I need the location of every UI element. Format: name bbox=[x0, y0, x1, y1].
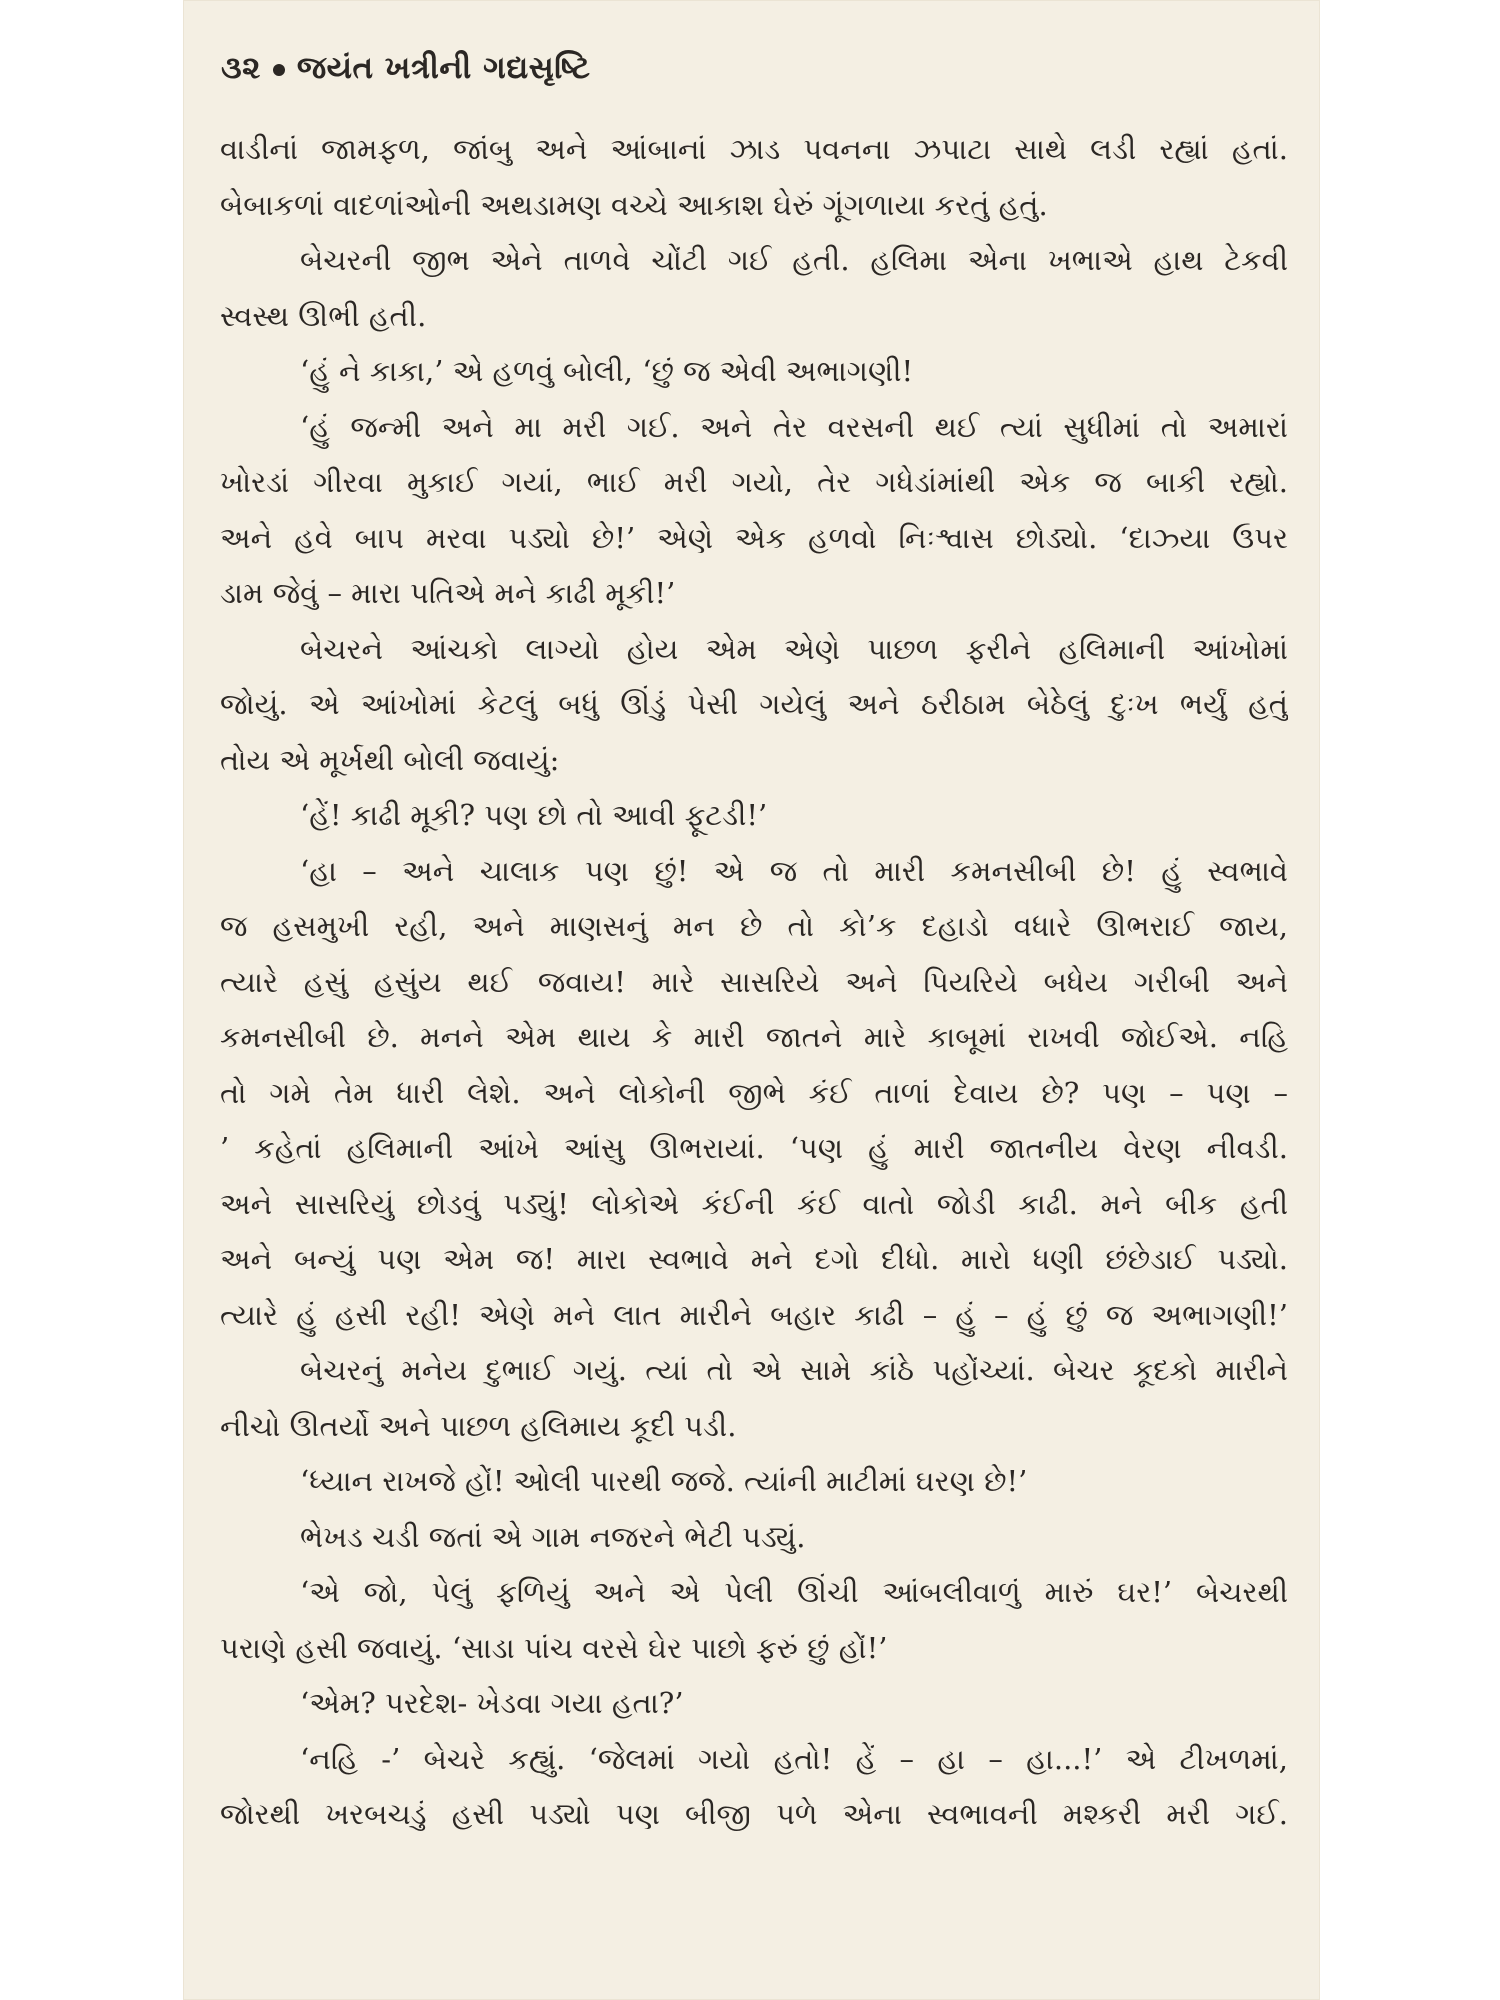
text-line: ‘નહિ -’ બેચરે કહ્યું. ‘જેલમાં ગયો હતો! હેં – હા – હા...!’ એ ટીખળમાં, bbox=[300, 1741, 1288, 1776]
text-line: ‘હેં! કાઢી મૂકી? પણ છો તો આવી ફૂટડી!’ bbox=[300, 798, 768, 832]
text-line: જોરથી ખરબચડું હસી પડ્યો પણ બીજી પળે એના સ્વભાવની મશ્કરી મરી ગઈ. bbox=[220, 1797, 1288, 1831]
text-line: ‘ધ્યાન રાખજે હોં! ઓલી પારથી જજે. ત્યાંની માટીમાં ઘરણ છે!’ bbox=[300, 1464, 1028, 1498]
text-line: વાડીનાં જામફળ, જાંબુ અને આંબાનાં ઝાડ પવનના ઝપાટા સાથે લડી રહ્યાં હતાં. bbox=[220, 132, 1288, 166]
text-line: ‘હું જન્મી અને મા મરી ગઈ. અને તેર વરસની થઈ ત્યાં સુધીમાં તો અમારાં bbox=[300, 409, 1288, 444]
text-line: ખોરડાં ગીરવા મુકાઈ ગયાં, ભાઈ મરી ગયો, તેર ગધેડાંમાંથી એક જ બાકી રહ્યો. bbox=[220, 465, 1288, 499]
text-line: તોય એ મૂર્ખથી બોલી જવાયું: bbox=[220, 742, 560, 777]
text-line: ભેખડ ચડી જતાં એ ગામ નજરને ભેટી પડ્યું. bbox=[300, 1519, 806, 1554]
text-line: ‘એમ? પરદેશ- ખેડવા ગયા હતા?’ bbox=[300, 1686, 684, 1720]
text-line: બેચરની જીભ એને તાળવે ચોંટી ગઈ હતી. હલિમા એના ખભાએ હાથ ટેકવી bbox=[300, 243, 1288, 277]
text-line: અને હવે બાપ મરવા પડ્યો છે!’ એણે એક હળવો નિઃશ્વાસ છોડ્યો. ‘દાઝ્યા ઉપર bbox=[220, 520, 1288, 555]
text-line: અને બન્યું પણ એમ જ! મારા સ્વભાવે મને દગો દીધો. મારો ધણી છંછેડાઈ પડ્યો. bbox=[220, 1242, 1288, 1276]
text-line: પરાણે હસી જવાયું. ‘સાડા પાંચ વરસે ઘેર પાછો ફરું છું હોં!’ bbox=[220, 1630, 888, 1665]
text-line: બેબાકળાં વાદળાંઓની અથડામણ વચ્ચે આકાશ ઘેરું ગૂંગળાયા કરતું હતું. bbox=[220, 187, 1048, 222]
text-line: નીચો ઊતર્યો અને પાછળ હલિમાય કૂદી પડી. bbox=[220, 1408, 737, 1443]
text-line: ડામ જેવું – મારા પતિએ મને કાઢી મૂકી!’ bbox=[220, 576, 676, 610]
scanned-book-page bbox=[183, 0, 1320, 2000]
body-text bbox=[220, 122, 1288, 1843]
text-line: અને સાસરિયું છોડવું પડ્યું! લોકોએ કંઈની કંઈ વાતો જોડી કાઢી. મને બીક હતી bbox=[220, 1186, 1288, 1221]
text-line: તો ગમે તેમ ધારી લેશે. અને લોકોની જીભે કંઈ તાળાં દેવાય છે? પણ – પણ – bbox=[220, 1075, 1288, 1110]
text-line: ત્યારે હસું હસુંય થઈ જવાય! મારે સાસરિયે અને પિયરિયે બધેય ગરીબી અને bbox=[220, 964, 1288, 999]
text-line: ‘હા – અને ચાલાક પણ છું! એ જ તો મારી કમનસીબી છે! હું સ્વભાવે bbox=[300, 853, 1288, 888]
text-line: ’ કહેતાં હલિમાની આંખે આંસુ ઊભરાયાં. ‘પણ હું મારી જાતનીય વેરણ નીવડી. bbox=[220, 1131, 1288, 1165]
book-title: જયંત ખત્રીની ગદ્યસૃષ્ટિ bbox=[296, 50, 591, 86]
text-line: કમનસીબી છે. મનને એમ થાય કે મારી જાતને મારે કાબૂમાં રાખવી જોઈએ. નહિ bbox=[220, 1020, 1288, 1054]
running-header bbox=[221, 50, 590, 87]
text-line: જ હસમુખી રહી, અને માણસનું મન છે તો કો’ક દહાડો વધારે ઊભરાઈ જાય, bbox=[220, 909, 1288, 943]
text-line: ત્યારે હું હસી રહી! એણે મને લાત મારીને બહાર કાઢી – હું – હું છું જ અભાગણી!’ bbox=[220, 1297, 1288, 1332]
text-line: ‘હું ને કાકા,’ એ હળવું બોલી, ‘છું જ એવી અભાગણી! bbox=[300, 354, 914, 388]
text-line: સ્વસ્થ ઊભી હતી. bbox=[220, 298, 427, 333]
text-line: ‘એ જો, પેલું ફળિયું અને એ પેલી ઊંચી આંબલીવાળું મારું ઘર!’ બેચરથી bbox=[300, 1575, 1288, 1609]
bullet-separator bbox=[273, 64, 285, 76]
text-line: જોયું. એ આંખોમાં કેટલું બધું ઊંડું પેસી ગયેલું અને ઠરીઠામ બેઠેલું દુઃખ ભર્યું હતું bbox=[220, 687, 1288, 721]
page-number: ૩૨ bbox=[221, 50, 261, 86]
text-line: બેચરને આંચકો લાગ્યો હોય એમ એણે પાછળ ફરીને હલિમાની આંખોમાં bbox=[300, 631, 1288, 666]
text-line: બેચરનું મનેય દુભાઈ ગયું. ત્યાં તો એ સામે કાંઠે પહોંચ્યાં. બેચર કૂદકો મારીને bbox=[300, 1353, 1288, 1387]
